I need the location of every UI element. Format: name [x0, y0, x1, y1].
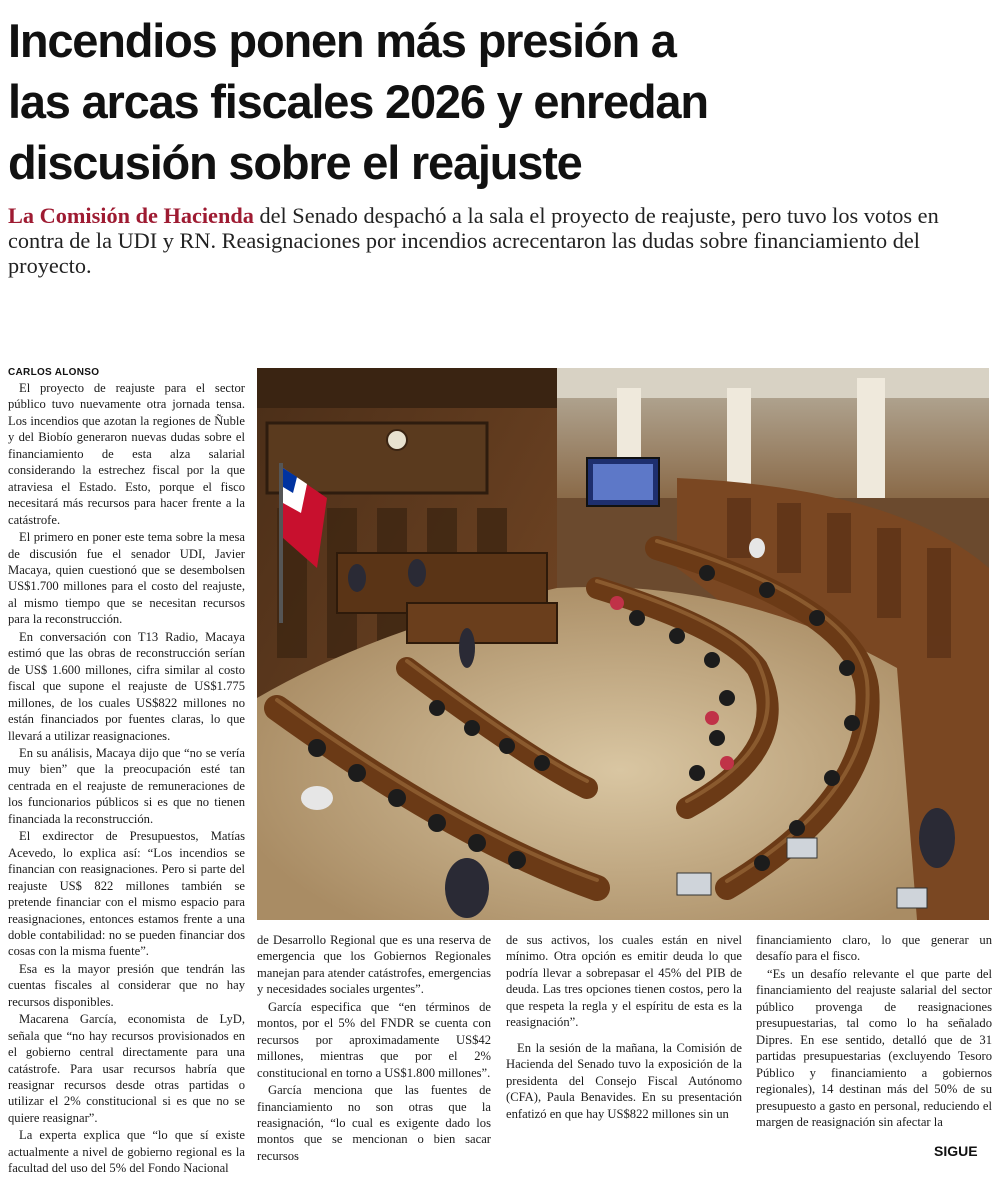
- paragraph: El proyecto de reajuste para el sector público tuvo nuevamente otra jornada tensa. Los incendios que azotan la regiones de Ñuble y del Biobío generaron nuevas dudas sobre el financiamiento de esta alza salarial considerando la estrechez fiscal por la que atraviesa el Estado. Esto, porque el fisco necesitará más recursos para hacer frente a la catástrofe.: [8, 381, 245, 527]
- headline-line-1: Incendios ponen más presión a: [8, 14, 676, 67]
- headline-line-3: discusión sobre el reajuste: [8, 136, 582, 189]
- paragraph: García menciona que las fuentes de financiamiento no son otras que la reasignación, “lo cual es exigente dado los montos que se mencionan o bien sacar recursos: [257, 1083, 491, 1163]
- body-column-4: [756, 932, 992, 1132]
- paragraph: de Desarrollo Regional que es una reserva de emergencia que los Gobiernos Regionales manejan para atender catástrofes, emergencias y necesidades sociales urgentes”.: [257, 933, 491, 997]
- photo-illustration: [257, 368, 989, 920]
- paragraph: “Es un desafío relevante el que parte del financiamiento del reajuste salarial del sector público provenga de reasignaciones presupuestarias, tal como lo ha señalado Dipres. En ese sentido, detalló que de 31 partidas presupuestarias (excluyendo Tesoro Público y financiamiento a gobiernos regionales), 14 destinan más del 50% de su presupuesto a gasto en personal, reduciendo el margen de reasignación sin afectar la: [756, 966, 992, 1129]
- deck-lead: La Comisión de Hacienda: [8, 203, 254, 228]
- body-column-3: [506, 932, 742, 1160]
- paragraph: Esa es la mayor presión que tendrán las cuentas fiscales al considerar que no hay recursos disponibles.: [8, 961, 245, 1009]
- paragraph: En la sesión de la mañana, la Comisión de Hacienda del Senado tuvo la exposición de la presidenta del Consejo Fiscal Autónomo (CFA), Paula Benavides. En su presentación enfatizó en que hay US$822 millones sin un: [506, 1040, 742, 1121]
- continues-marker: SIGUE: [934, 1143, 978, 1159]
- paragraph: financiamiento claro, lo que generar un desafío para el fisco.: [756, 933, 992, 964]
- paragraph: El primero en poner este tema sobre la mesa de discusión fue el senador UDI, Javier Macaya, quien cuestionó que se desembolsen US$1.700 millones para el costo del reajuste, al mismo tiempo que se necesitan recursos para la reconstrucción.: [8, 530, 245, 627]
- headline: [8, 10, 993, 193]
- paragraph: de sus activos, los cuales están en nivel mínimo. Otra opción es emitir deuda lo que podría llevar a sobrepasar el 45% del PIB de deuda. Las tres opciones tienen costos, pero la que respeta la regla y el espíritu de esta es la reasignación”.: [506, 933, 742, 1030]
- body-column-2: [257, 932, 491, 1163]
- senate-chamber-photo: [257, 368, 989, 920]
- paragraph: La experta explica que “lo que sí existe actualmente a nivel de gobierno regional es la facultad del uso del 5% del Fondo Nacional: [8, 1128, 245, 1176]
- deck-summary: [8, 203, 993, 278]
- headline-line-2: las arcas fiscales 2026 y enredan: [8, 75, 708, 128]
- paragraph: En conversación con T13 Radio, Macaya estimó que las obras de reconstrucción serían de US$ 1.600 millones, cifra similar al costo fiscal que supone el reajuste de US$1.775 millones, de los cuales US$822 millones no están financiados por fuentes claras, lo que llevará a utilizar reasignaciones.: [8, 629, 245, 743]
- body-column-1: [8, 380, 245, 1176]
- paragraph: García especifica que “en términos de montos, por el 5% del FNDR se cuenta con recursos por aproximadamente US$42 millones, mientras que por el 2% constitucional en torno a US$1.800 millones”.: [257, 999, 491, 1080]
- paragraph: En su análisis, Macaya dijo que “no se vería muy bien” que la preocupación esté tan centrada en el reajuste de remuneraciones de los funcionarios públicos si es que no tienen financiada la reconstrucción.: [8, 745, 245, 826]
- deck-text: del Senado despachó a la sala el proyecto de reajuste, pero tuvo los votos en contra de la UDI y RN. Reasignaciones por incendios acrecentaron las dudas sobre financiamiento del proyecto.: [8, 203, 939, 278]
- paragraph: Macarena García, economista de LyD, señala que “no hay recursos provisionados en el gobierno central directamente para una catástrofe. Para usar recursos habría que reasignar recursos desde otras partidas o utilizar el 2% constitucional si es que no se quiere reasignar”.: [8, 1012, 245, 1125]
- paragraph: El exdirector de Presupuestos, Matías Acevedo, lo explica así: “Los incendios se financian con reasignaciones. Pero si parte del reajuste US$ 822 millones también se pretende financiar con el mismo espacio para reasignaciones, entonces estamos frente a una doble contabilidad: no se pueden financiar dos cosas con la misma fuente”.: [8, 829, 245, 959]
- byline: CARLOS ALONSO: [8, 367, 100, 378]
